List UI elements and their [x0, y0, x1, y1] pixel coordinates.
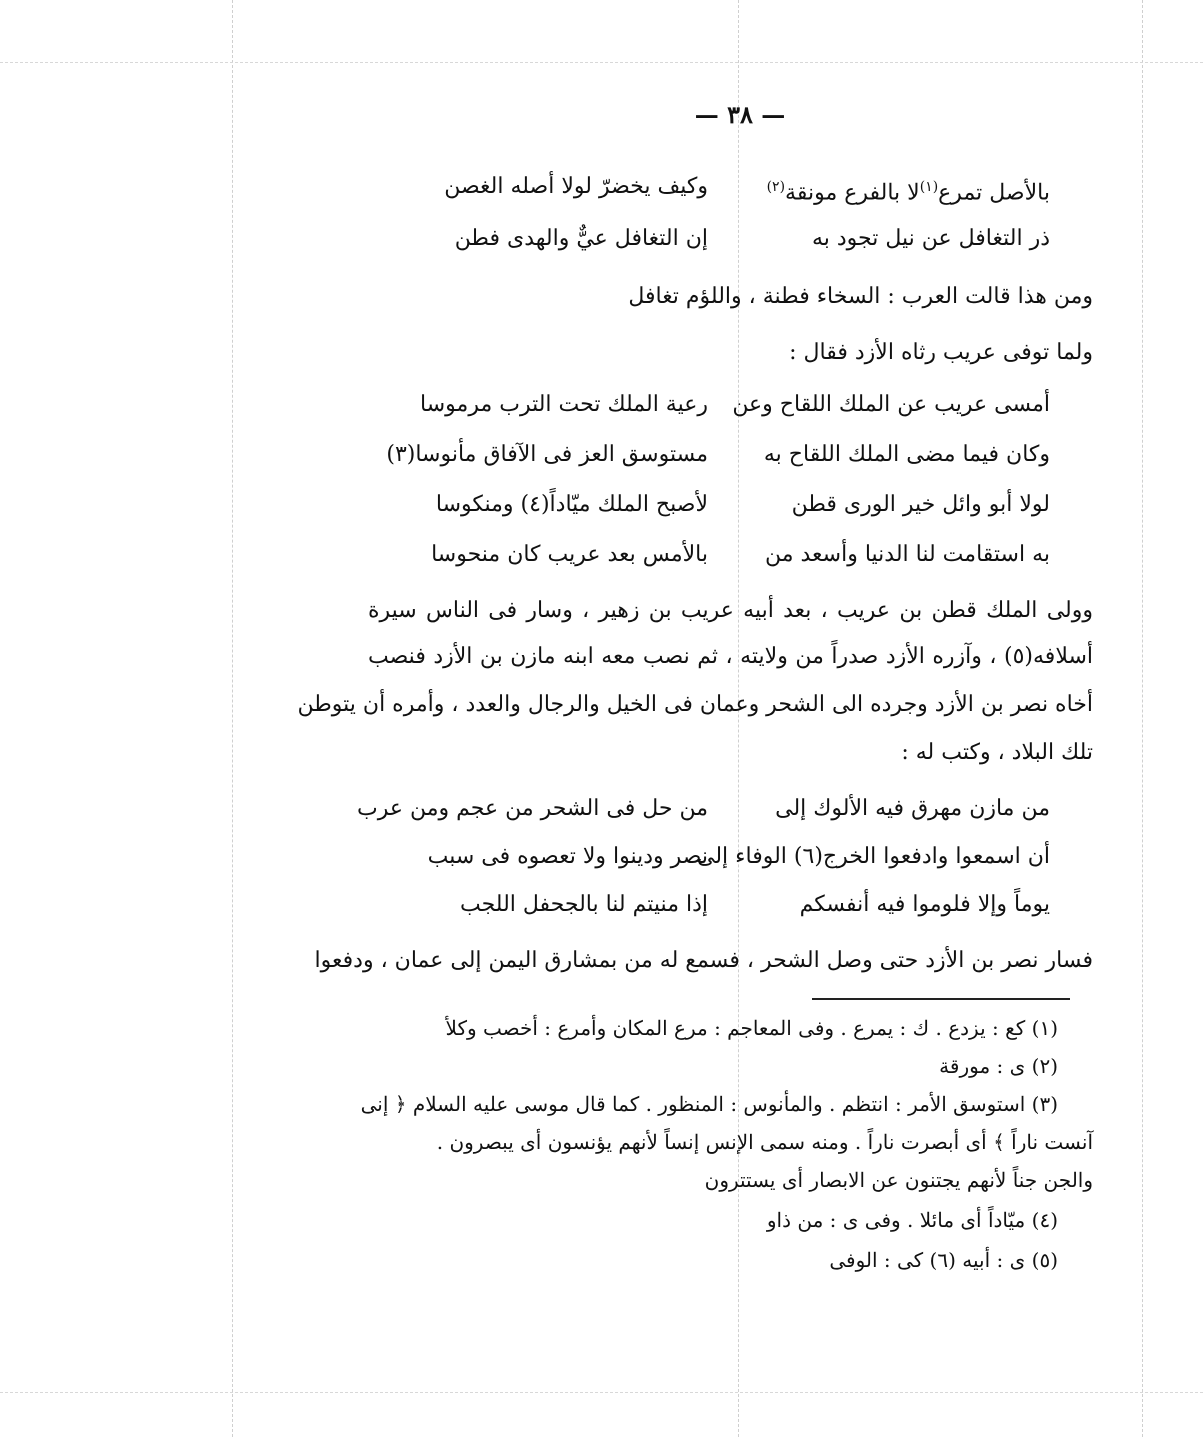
verse-hemistich-left: رعية الملك تحت الترب مرموسا — [420, 392, 708, 417]
footnote-separator — [812, 998, 1070, 1000]
footnote: (٥) ى : أبيه (٦) كى : الوفى — [829, 1248, 1058, 1272]
verse-hemistich-right: وكان فيما مضى الملك اللقاح به — [763, 442, 1050, 467]
prose-line: فسار نصر بن الأزد حتى وصل الشحر ، فسمع له من بمشارق اليمن إلى عمان ، ودفعوا — [314, 948, 1093, 973]
scan-guide-line — [0, 62, 1203, 63]
scan-guide-line — [232, 0, 233, 1437]
verse-hemistich-left: إن التغافل عيٌّ والهدى فطن — [454, 226, 708, 251]
verse-hemistich-right: ذر التغافل عن نيل تجود به — [811, 226, 1050, 251]
verse-hemistich-left: وكيف يخضرّ لولا أصله الغصن — [444, 174, 708, 199]
prose-line: وولى الملك قطن بن عريب ، بعد أبيه عريب بن زهير ، وسار فى الناس سيرة — [368, 598, 1093, 623]
verse-hemistich-right: أن اسمعوا وادفعوا الخرج(٦) الوفاء إلى — [697, 844, 1050, 869]
prose-line: ومن هذا قالت العرب : السخاء فطنة ، واللؤم تغافل — [628, 284, 1093, 309]
verse-hemistich-left: مستوسق العز فى الآفاق مأنوسا(٣) — [386, 442, 708, 467]
footnote-continuation: والجن جناً لأنهم يجتنون عن الابصار أى يستترون — [704, 1168, 1093, 1192]
verse-hemistich-left: لأصبح الملك ميّاداً(٤) ومنكوسا — [435, 492, 708, 517]
footnote: (٢) ى : مورقة — [939, 1054, 1058, 1078]
verse-hemistich-left: نصر ودينوا ولا تعصوه فى سبب — [427, 844, 708, 869]
verse-text: لا بالفرع مونقة — [785, 180, 920, 206]
verse-hemistich-right: به استقامت لنا الدنيا وأسعد من — [764, 542, 1050, 567]
verse-hemistich-right — [730, 172, 1050, 208]
verse-hemistich-right: لولا أبو وائل خير الورى قطن — [791, 492, 1050, 517]
prose-line: تلك البلاد ، وكتب له : — [901, 740, 1093, 765]
prose-line: أسلافه(٥) ، وآزره الأزد صدراً من ولايته ، ثم نصب معه ابنه مازن بن الأزد فنصب — [368, 644, 1093, 669]
footnote: (١) كع : يزدع . ك : يمرع . وفى المعاجم : مرع المكان وأمرع : أخصب وكلأ — [445, 1016, 1058, 1040]
verse-hemistich-left: من حل فى الشحر من عجم ومن عرب — [356, 796, 708, 821]
verse-text: بالأصل تمرع — [938, 180, 1050, 206]
prose-line: ولما توفى عريب رثاه الأزد فقال : — [789, 340, 1093, 365]
verse-hemistich-right: أمسى عريب عن الملك اللقاح وعن — [732, 392, 1050, 417]
footnote-ref: (١) — [919, 179, 939, 195]
verse-hemistich-right: من مازن مهرق فيه الألوك إلى — [775, 796, 1050, 821]
verse-hemistich-left: بالأمس بعد عريب كان منحوسا — [431, 542, 708, 567]
footnote-continuation: آنست ناراً ﴾ أى أبصرت ناراً . ومنه سمى الإنس إنساً لأنهم يؤنسون أى يبصرون . — [436, 1130, 1093, 1154]
verse-hemistich-left: إذا منيتم لنا بالجحفل اللجب — [459, 892, 708, 917]
scan-guide-line — [1142, 0, 1143, 1437]
footnote: (٤) ميّاداً أى مائلا . وفى ى : من ذاو — [766, 1208, 1058, 1232]
prose-line: أخاه نصر بن الأزد وجرده الى الشحر وعمان فى الخيل والرجال والعدد ، وأمره أن يتوطن — [297, 692, 1093, 717]
verse-hemistich-right: يوماً وإلا فلوموا فيه أنفسكم — [799, 892, 1050, 917]
footnote: (٣) استوسق الأمر : انتظم . والمأنوس : المنظور . كما قال موسى عليه السلام ﴿ إنى — [360, 1092, 1058, 1116]
footnote-ref: (٢) — [766, 179, 786, 195]
scan-guide-line — [0, 1392, 1203, 1393]
page-number: — ٣٨ — — [694, 100, 786, 129]
